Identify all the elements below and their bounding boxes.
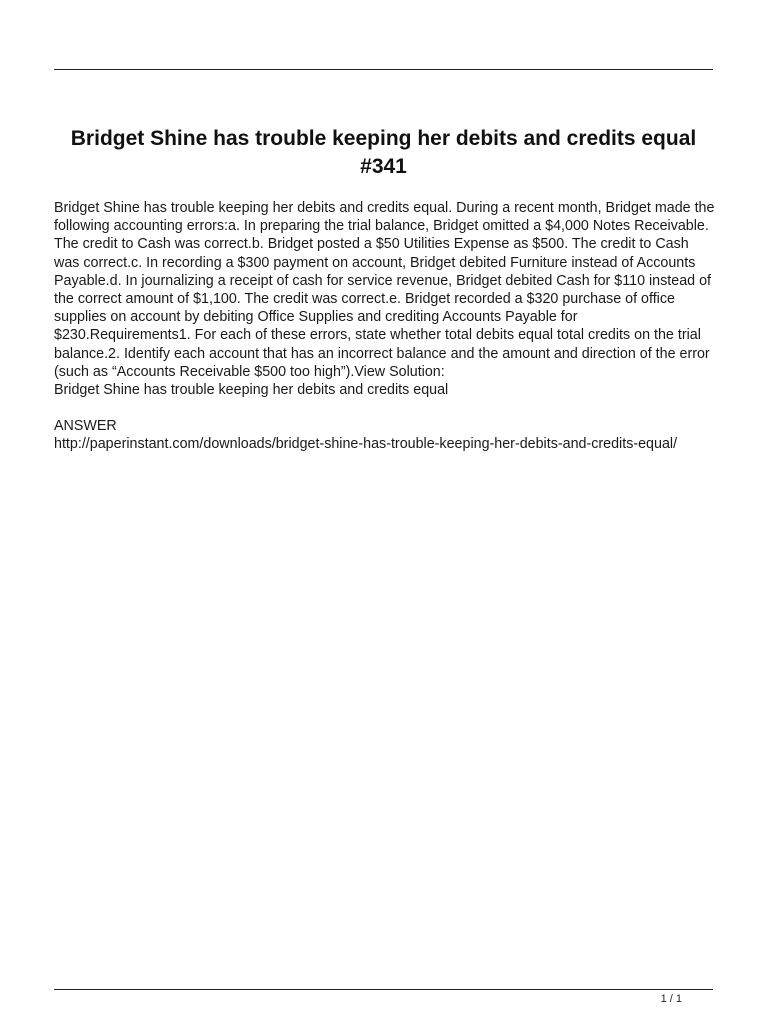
page-number: 1 / 1	[660, 993, 682, 1005]
body-paragraph: Bridget Shine has trouble keeping her debits and credits equal. During a recent month, Bridget made the following accounting errors:a. In preparing the trial balance, Bridget omitted a $4,000 Notes Receivable. The credit to Cash was correct.b. Bridget posted a $50 Utilities Expense as $500. The credit to Cash was correct.c. In recording a $300 payment on account, Bridget debited Furniture instead of Accounts Payable.d. In journalizing a receipt of cash for service revenue, Bridget debited Cash for $110 instead of the correct amount of $1,100. The credit was correct.e. Bridget recorded a $320 purchase of office supplies on account by debiting Office Supplies and crediting Accounts Payable for $230.Requirements1. For each of these errors, state whether total debits equal total credits on the trial balance.2. Identify each account that has an incorrect balance and the amount and direction of the error (such as “Accounts Receivable $500 too high”).View Solution:	[54, 200, 715, 380]
answer-label: ANSWER	[54, 418, 117, 435]
top-rule	[54, 69, 713, 70]
paragraph-spacer	[54, 399, 716, 417]
document-body	[54, 199, 716, 454]
answer-url: http://paperinstant.com/downloads/bridget-shine-has-trouble-keeping-her-debits-and-credits-equal/	[54, 436, 678, 453]
bottom-rule	[54, 989, 713, 990]
solution-title-line: Bridget Shine has trouble keeping her debits and credits equal	[54, 382, 449, 399]
document-title: Bridget Shine has trouble keeping her debits and credits equal #341	[70, 127, 697, 178]
